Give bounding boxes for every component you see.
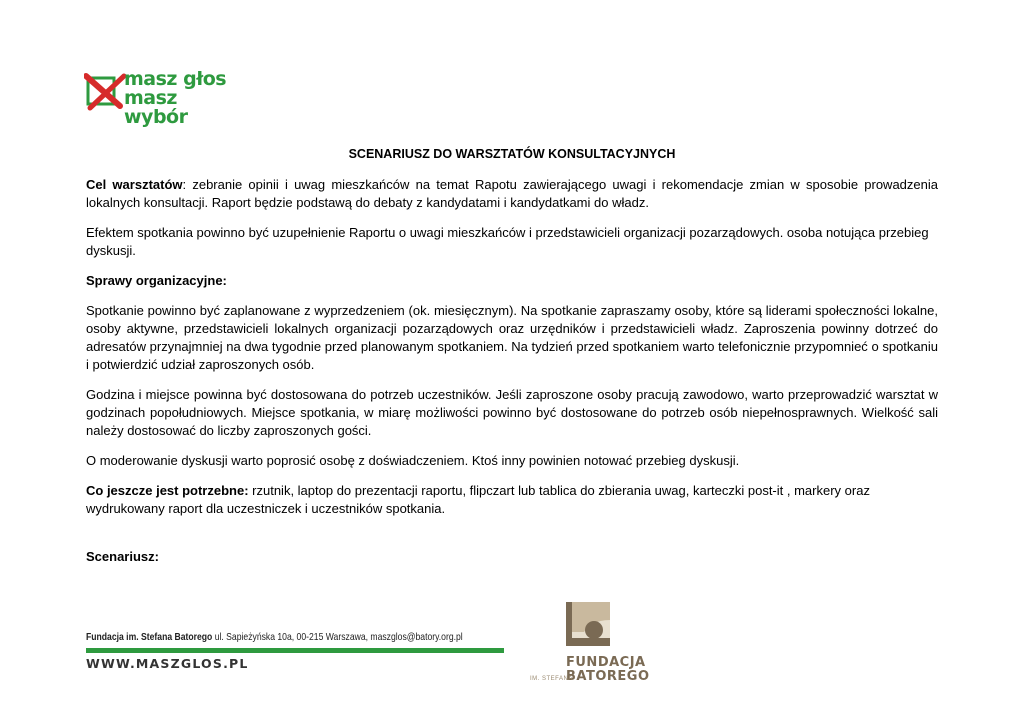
footer-org: Fundacja im. Stefana Batorego bbox=[86, 631, 213, 643]
paragraph-goal bbox=[86, 176, 938, 212]
document-title: SCENARIUSZ DO WARSZTATÓW KONSULTACYJNYCH bbox=[348, 147, 676, 161]
logo-line-1: masz głos bbox=[124, 68, 227, 90]
ballot-x-icon bbox=[84, 72, 128, 112]
paragraph-effect: Efektem spotkania powinno być uzupełnienie Raportu o uwagi mieszkańców i przedstawicieli organizacji pozarządowych. osoba notująca przebieg dyskusji. bbox=[86, 225, 929, 258]
footer-divider bbox=[86, 648, 504, 653]
batory-wordmark bbox=[566, 656, 650, 684]
heading-organizational-text: Sprawy organizacyjne: bbox=[86, 273, 227, 288]
footer-address-text: ul. Sapieżyńska 10a, 00-215 Warszawa, maszglos@batory.org.pl bbox=[212, 631, 463, 643]
heading-scenario-text: Scenariusz: bbox=[86, 549, 159, 564]
needed-text: rzutnik, laptop do prezentacji raportu, flipczart lub tablica do zbierania uwag, karteczki post-it , markery oraz wydrukowany raport dla uczestniczek i uczestników spotkania. bbox=[86, 483, 870, 516]
masz-glos-logo bbox=[84, 68, 244, 128]
logo-wordmark bbox=[124, 70, 244, 127]
document-body bbox=[86, 176, 938, 578]
batory-small-text: IM. STEFANA bbox=[530, 676, 573, 682]
paragraph-needed bbox=[86, 482, 938, 518]
goal-lead: Cel warsztatów bbox=[86, 177, 183, 192]
heading-scenario bbox=[86, 548, 938, 566]
footer-address bbox=[86, 631, 463, 643]
goal-text: : zebranie opinii i uwag mieszkańców na temat Rapotu zawierającego uwagi i rekomendacje zmian w sposobie prowadzenia lokalnych konsultacji. Raport będzie podstawą do debaty z kandydatami i kandydatkami do władz. bbox=[86, 177, 938, 210]
paragraph-moderation: O moderowanie dyskusji warto poprosić osobę z doświadczeniem. Ktoś inny powinien notować przebieg dyskusji. bbox=[86, 453, 740, 468]
heading-organizational bbox=[86, 272, 938, 290]
batory-line-1: FUNDACJA bbox=[566, 655, 646, 670]
paragraph-time-place: Godzina i miejsce powinna być dostosowana do potrzeb uczestników. Jeśli zaproszone osoby pracują zawodowo, warto przeprowadzić warsztat w godzinach popołudniowych. Miejsce spotkania, w miarę możliwości powinno być dostosowane do potrzeb osób niepełnosprawnych. Wielkość sali należy dostosować do liczby zaproszonych gości. bbox=[86, 387, 938, 438]
needed-lead: Co jeszcze jest potrzebne: bbox=[86, 483, 249, 498]
paragraph-planning: Spotkanie powinno być zaplanowane z wyprzedzeniem (ok. miesięcznym). Na spotkanie zapraszamy osoby, które są liderami społeczności lokalne, osoby aktywne, przedstawicieli lokalnych organizacji pozarządowych oraz urzędników i przedstawicieli władz. Zaproszenia powinny dotrzeć do adresatów przynajmniej na dwa tygodnie przed planowanym spotkaniem. Na tydzień przed spotkaniem warto telefonicznie przypomnieć o spotkaniu i potwierdzić udział zaproszonych osób. bbox=[86, 303, 938, 372]
batory-logo-icon bbox=[566, 602, 610, 646]
logo-line-2: masz wybór bbox=[124, 87, 188, 128]
batory-line-2: BATOREGO bbox=[566, 669, 650, 684]
footer-website: WWW.MASZGLOS.PL bbox=[86, 656, 249, 671]
